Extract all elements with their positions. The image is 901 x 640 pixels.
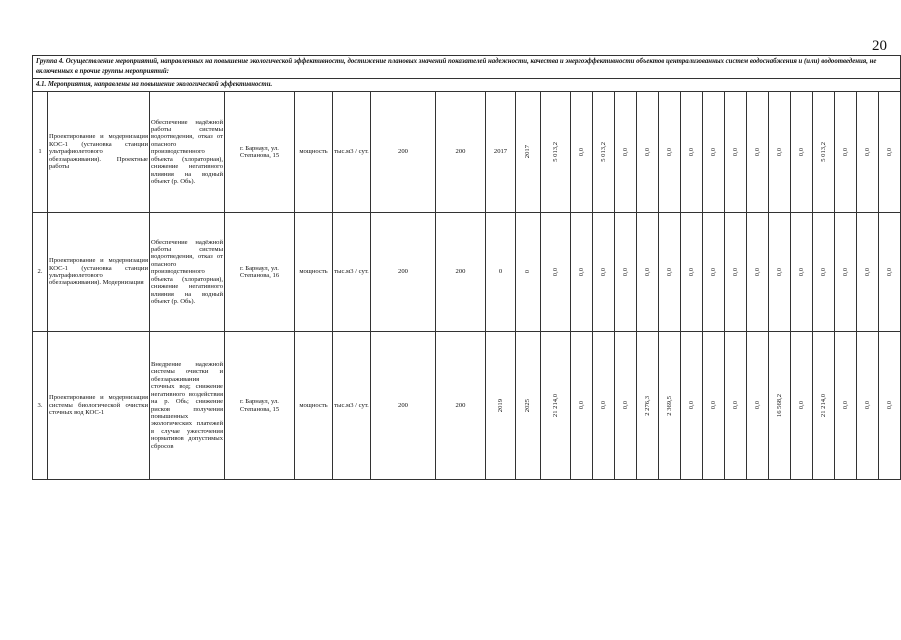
year-start: 0 [486,213,516,332]
parameter-unit: тыс.м3 / сут. [333,213,371,332]
table-row [33,332,901,480]
cost-value: 0,0 [885,267,893,277]
cost-value: 0,0 [687,267,695,277]
cost-value: 0,0 [753,267,761,277]
cost-value: 0,0 [577,401,585,410]
cost-value: 0,0 [753,147,761,157]
cost-value: 0,0 [687,147,695,157]
year-end: 2017 [524,145,532,159]
year-end: 2025 [524,398,532,413]
cost-value: 16 568,2 [775,393,783,418]
parameter-name: мощность [295,332,333,480]
parameter-name: мощность [295,213,333,332]
cost-value: 0,0 [841,267,849,277]
year-start: 2017 [486,92,516,213]
cost-value: 0,0 [709,401,717,410]
capacity-after: 200 [436,332,486,480]
cost-value: 0,0 [841,147,849,157]
cost-value: 0,0 [709,267,717,277]
measure-name: Проектирование и модернизация КОС-1 (установка станции ультрафиолетового обеззараживания). Проектные работы [48,92,150,213]
cost-value: 0,0 [577,267,585,277]
cost-value: 0,0 [551,267,559,277]
cost-value: 2 276,3 [643,395,651,416]
measure-purpose: Внедрение надежной системы очистки и обеззараживания сточных вод; снижение негативного воздействия на р. Обь; снижение рисков получения повышенных экологических платежей в случае ужесточения нормативов допустимых сбросов [150,332,225,480]
year-start: 2019 [496,398,504,413]
table-row [33,213,901,332]
cost-value: 5 013,2 [551,142,559,162]
cost-value: 5 013,2 [819,142,827,162]
cost-value: 21 214,0 [819,393,827,418]
cost-value: 0,0 [731,147,739,157]
parameter-unit: тыс.м3 / сут. [333,332,371,480]
cost-value: 0,0 [621,401,629,410]
cost-value: 0,0 [775,267,783,277]
cost-value: 0,0 [841,401,849,410]
cost-value: 0,0 [731,267,739,277]
cost-value: 0,0 [665,147,673,157]
cost-value: 5 013,2 [599,142,607,162]
measure-name: Проектирование и модернизация системы биологической очистки сточных вод КОС-1 [48,332,150,480]
investment-program-table [32,55,901,480]
cost-value: 0,0 [797,147,805,157]
cost-value: 0,0 [885,147,893,157]
cost-value: 0,0 [731,401,739,410]
row-number: 2. [33,213,48,332]
object-address: г. Барнаул, ул. Степанова, 15 [225,332,295,480]
object-address: г. Барнаул, ул. Степанова, 16 [225,213,295,332]
parameter-name: мощность [295,92,333,213]
row-number: 1 [33,92,48,213]
cost-value: 0,0 [863,267,871,277]
row-number: 3. [33,332,48,480]
cost-value: 2 369,5 [665,395,673,416]
page-number: 20 [872,38,887,54]
cost-value: 0,0 [577,147,585,157]
cost-value: 0,0 [863,401,871,410]
cost-value: 0,0 [863,147,871,157]
cost-value: 0,0 [819,267,827,277]
cost-value: 0,0 [709,147,717,157]
capacity-before: 200 [371,213,436,332]
measure-purpose: Обеспечение надёжной работы системы водоотведения, отказ от опасного производственного объекта (хлораторная), снижение негативного влияния на водный объект (р. Обь). [150,213,225,332]
cost-value: 0,0 [775,147,783,157]
cost-value: 0,0 [621,267,629,277]
cost-value: 0,0 [797,401,805,410]
cost-value: 21 214,0 [551,393,559,418]
subgroup-header: 4.1. Мероприятия, направлены на повышение экологической эффективности. [33,79,901,92]
cost-value: 0,0 [599,267,607,277]
table-row [33,92,901,213]
capacity-after: 200 [436,213,486,332]
cost-value: 0,0 [665,267,673,277]
parameter-unit: тыс.м3 / сут. [333,92,371,213]
cost-value: 0,0 [643,267,651,277]
cost-value: 0,0 [599,401,607,410]
cost-value: 0,0 [643,147,651,157]
cost-value: 0,0 [885,401,893,410]
capacity-before: 200 [371,332,436,480]
measure-purpose: Обеспечение надёжной работы системы водоотведения, отказ от опасного производственного объекта (хлораторная), снижение негативного влияния на водный объект (р. Обь). [150,92,225,213]
cost-value: 0,0 [797,267,805,277]
cost-value: 0,0 [687,401,695,410]
measure-name: Проектирование и модернизация КОС-1 (установка станции ультрафиолетового обеззараживания). Модернизация [48,213,150,332]
capacity-after: 200 [436,92,486,213]
capacity-before: 200 [371,92,436,213]
year-end: 0 [524,270,532,274]
group-header: Группа 4. Осуществление мероприятий, направленных на повышение экологической эффективности, достижение плановых значений показателей надежности, качества и энергоэффективности объектов централизованных систем водоснабжения и (или) водоотведения, не включенных в прочие группы мероприятий: [33,56,901,79]
cost-value: 0,0 [621,147,629,157]
object-address: г. Барнаул, ул. Степанова, 15 [225,92,295,213]
cost-value: 0,0 [753,401,761,410]
